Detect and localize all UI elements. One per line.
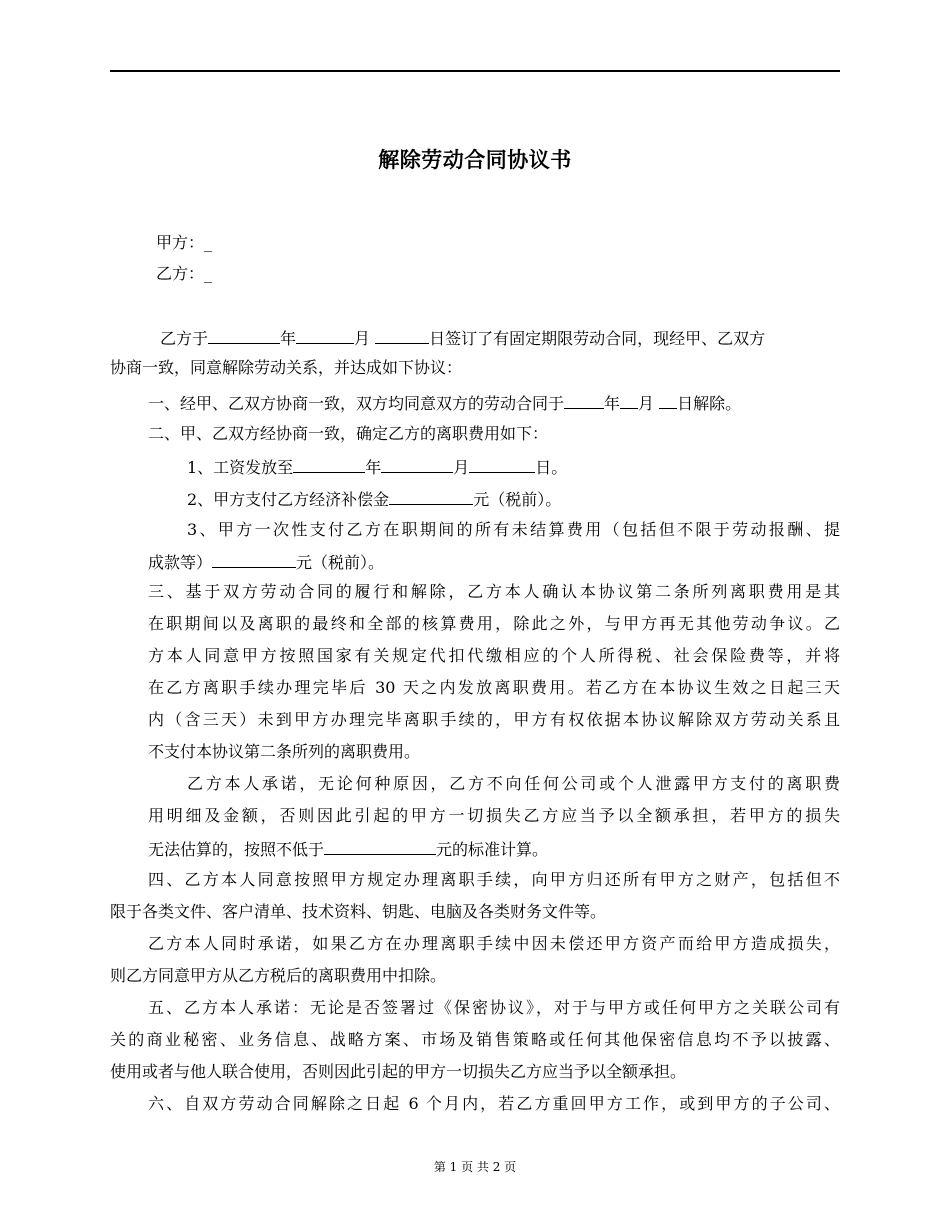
clause-3-line: 内（含三天）未到甲方办理完毕离职手续的，甲方有权依据本协议解除双方劳动关系且	[148, 710, 840, 729]
clause-2-item-3-text: 元（税前）。	[296, 553, 385, 572]
clause-5-line: 五、乙方本人承诺：无论是否签署过《保密协议》，对于与甲方或任何甲方之关联公司有	[148, 998, 840, 1017]
intro-line-1	[160, 327, 765, 349]
clause-3-line: 三、基于双方劳动合同的履行和解除，乙方本人确认本协议第二条所列离职费用是其	[148, 582, 840, 601]
clause-3-line: 在乙方离职手续办理完毕后 30 天之内发放离职费用。若乙方在本协议生效之日起三天	[148, 678, 840, 697]
wage-day-blank[interactable]	[469, 456, 535, 473]
clause-2-item-1-text: 1、工资发放至	[187, 458, 294, 477]
clause-4-extra-line: 则乙方同意甲方从乙方税后的离职费用中扣除。	[110, 966, 447, 985]
intro-year-blank[interactable]	[208, 327, 280, 344]
clause-3-promise-text: 无法估算的，按照不低于	[148, 840, 325, 859]
clause-3-promise-line: 乙方本人承诺，无论何种原因，乙方不向任何公司或个人泄露甲方支付的离职费	[187, 774, 840, 793]
page-footer: 第 1 页 共 2 页	[433, 1160, 517, 1174]
clause-3-line: 方本人同意甲方按照国家有关规定代扣代缴相应的个人所得税、社会保险费等，并将	[148, 646, 840, 665]
compensation-amount-blank[interactable]	[389, 488, 473, 505]
clause-2-item-2	[187, 488, 561, 510]
clause-1-text: 日解除。	[677, 394, 742, 413]
clause-1-year-blank[interactable]	[564, 392, 604, 409]
clause-1-month-blank[interactable]	[620, 392, 638, 409]
clause-1-text: 月	[638, 394, 660, 413]
clause-2-heading: 二、甲、乙双方经协商一致，确定乙方的离职费用如下：	[148, 424, 549, 443]
unsettled-amount-blank[interactable]	[212, 551, 296, 568]
clause-2-item-1	[187, 456, 567, 478]
clause-2-item-1-text: 月	[453, 458, 470, 477]
intro-text: 乙方于	[160, 329, 209, 348]
clause-5-line: 关的商业秘密、业务信息、战略方案、市场及销售策略或任何其他保密信息均不予以披露、	[110, 1030, 840, 1049]
party-a-line: 甲方：_	[156, 233, 213, 252]
document-title: 解除劳动合同协议书	[378, 148, 572, 172]
intro-day-blank[interactable]	[375, 327, 429, 344]
clause-6-line: 六、自双方劳动合同解除之日起 6 个月内，若乙方重回甲方工作，或到甲方的子公司、	[148, 1094, 840, 1113]
loss-standard-amount-blank[interactable]	[324, 838, 436, 855]
party-b-line: 乙方：_	[156, 264, 213, 283]
clause-3-promise-last	[148, 838, 548, 860]
clause-5-line: 使用或者与他人联合使用，否则因此引起的甲方一切损失乙方应当予以全额承担。	[110, 1062, 687, 1081]
intro-line-2: 协商一致，同意解除劳动关系，并达成如下协议：	[110, 358, 463, 377]
clause-2-item-2-text: 元（税前）。	[473, 490, 562, 509]
clause-3-promise-line: 用明细及金额，否则因此引起的甲方一切损失乙方应当予以全额承担，若甲方的损失	[148, 806, 840, 825]
clause-4-extra-line: 乙方本人同时承诺，如果乙方在办理离职手续中因未偿还甲方资产而给甲方造成损失，	[148, 934, 840, 953]
clause-1-text: 年	[604, 394, 621, 413]
clause-2-item-3-text: 成款等）	[148, 553, 213, 572]
header-rule	[110, 70, 840, 72]
clause-1-text: 一、经甲、乙双方协商一致，双方均同意双方的劳动合同于	[148, 394, 565, 413]
intro-text: 年	[280, 329, 297, 348]
clause-2-item-3-line-2	[148, 551, 384, 573]
clause-4-line: 四、乙方本人同意按照甲方规定办理离职手续，向甲方归还所有甲方之财产，包括但不	[148, 870, 840, 889]
clause-3-promise-text: 元的标准计算。	[436, 840, 549, 859]
clause-4-line: 限于各类文件、客户清单、技术资料、钥匙、电脑及各类财务文件等。	[110, 902, 607, 921]
clause-1-day-blank[interactable]	[659, 392, 677, 409]
wage-year-blank[interactable]	[293, 456, 365, 473]
clause-3-line: 不支付本协议第二条所列的离职费用。	[148, 742, 421, 761]
wage-month-blank[interactable]	[381, 456, 453, 473]
clause-2-item-2-text: 2、甲方支付乙方经济补偿金	[187, 490, 390, 509]
clause-2-item-1-text: 年	[365, 458, 382, 477]
clause-1-line	[148, 392, 741, 414]
clause-2-item-1-text: 日。	[535, 458, 568, 477]
intro-text: 日签订了有固定期限劳动合同，现经甲、乙双方	[429, 329, 766, 348]
clause-2-item-3-line-1: 3、甲方一次性支付乙方在职期间的所有未结算费用（包括但不限于劳动报酬、提	[187, 520, 840, 539]
intro-text: 月	[354, 329, 376, 348]
clause-3-line: 在职期间以及离职的最终和全部的核算费用，除此之外，与甲方再无其他劳动争议。乙	[148, 614, 840, 633]
intro-month-blank[interactable]	[296, 327, 354, 344]
